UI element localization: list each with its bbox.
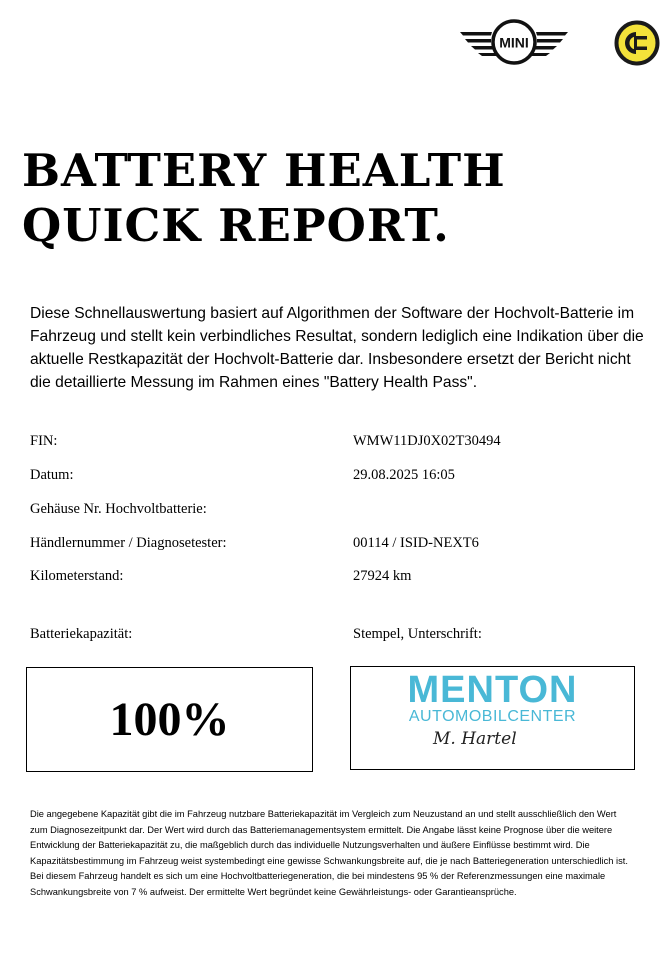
mileage-value: 27924 km: [353, 568, 412, 584]
intro-paragraph: Diese Schnellauswertung basiert auf Algorithmen der Software der Hochvolt-Batterie im Fahrzeug und stellt kein verbindliches Resultat, sondern lediglich eine Indikation über die aktuelle Restkapazität der Hochvolt-Batterie dar. Insbesondere ersetzt der Bericht nicht die detaillierte Messung im Rahmen eines "Battery Health Pass".: [30, 305, 644, 391]
fin-value: WMW11DJ0X02T30494: [353, 433, 501, 449]
mini-logo: [460, 18, 568, 66]
mileage-label: Kilometerstand:: [30, 568, 124, 584]
report-title-line-1: BATTERY HEALTH: [22, 144, 506, 197]
battery-housing-label: Gehäuse Nr. Hochvoltbatterie:: [30, 501, 207, 517]
dealer-number-label: Händlernummer / Diagnosetester:: [30, 535, 227, 551]
battery-capacity-label: Batteriekapazität:: [30, 626, 133, 642]
date-label: Datum:: [30, 467, 74, 483]
report-title: [22, 143, 506, 253]
battery-capacity-value: 100%: [109, 693, 230, 746]
handwritten-signature: M. Hartel: [433, 729, 517, 749]
report-title-line-2: QUICK REPORT.: [22, 199, 450, 252]
dealer-number-value: 00114 / ISID-NEXT6: [353, 535, 479, 551]
disclaimer-text: Die angegebene Kapazität gibt die im Fahrzeug nutzbare Batteriekapazität im Vergleich zum Neuzustand an und stellt ausschließlich den Wert zum Diagnosezeitpunkt dar. Der Wert wird durch das Batteriemanagementsystem ermittelt. Die Angabe lässt keine Prognose über die weitere Entwicklung der Batteriekapazität zu, die maßgeblich durch das individuelle Nutzungsverhalten und äußere Einflüsse bestimmt wird. Die Kapazitätsbestimmung im Fahrzeug weist systembedingt eine gewisse Schwankungsbreite auf, die je nach Batteriegeneration unterschiedlich ist. Bei diesem Fahrzeug handelt es sich um eine Hochvoltbatteriegeneration, die bei mindestens 95 % der Referenzmessungen eine maximale Schwankungsbreite von 7 % aufweist. Der ermittelte Wert begründet keine Gewährleistungs- oder Garantieansprüche.: [30, 809, 628, 897]
header-logos: [460, 18, 660, 66]
battery-capacity-box: [26, 667, 313, 772]
dealer-stamp-name: MENTON: [407, 669, 578, 711]
electric-plug-icon: [614, 20, 660, 66]
stamp-signature-label: Stempel, Unterschrift:: [353, 626, 482, 642]
dealer-stamp-subtitle: AUTOMOBILCENTER: [408, 708, 577, 725]
date-value: 29.08.2025 16:05: [353, 467, 455, 483]
svg-text:MINI: MINI: [499, 34, 529, 51]
fin-label: FIN:: [30, 433, 58, 449]
dealer-stamp-box: [350, 666, 635, 770]
